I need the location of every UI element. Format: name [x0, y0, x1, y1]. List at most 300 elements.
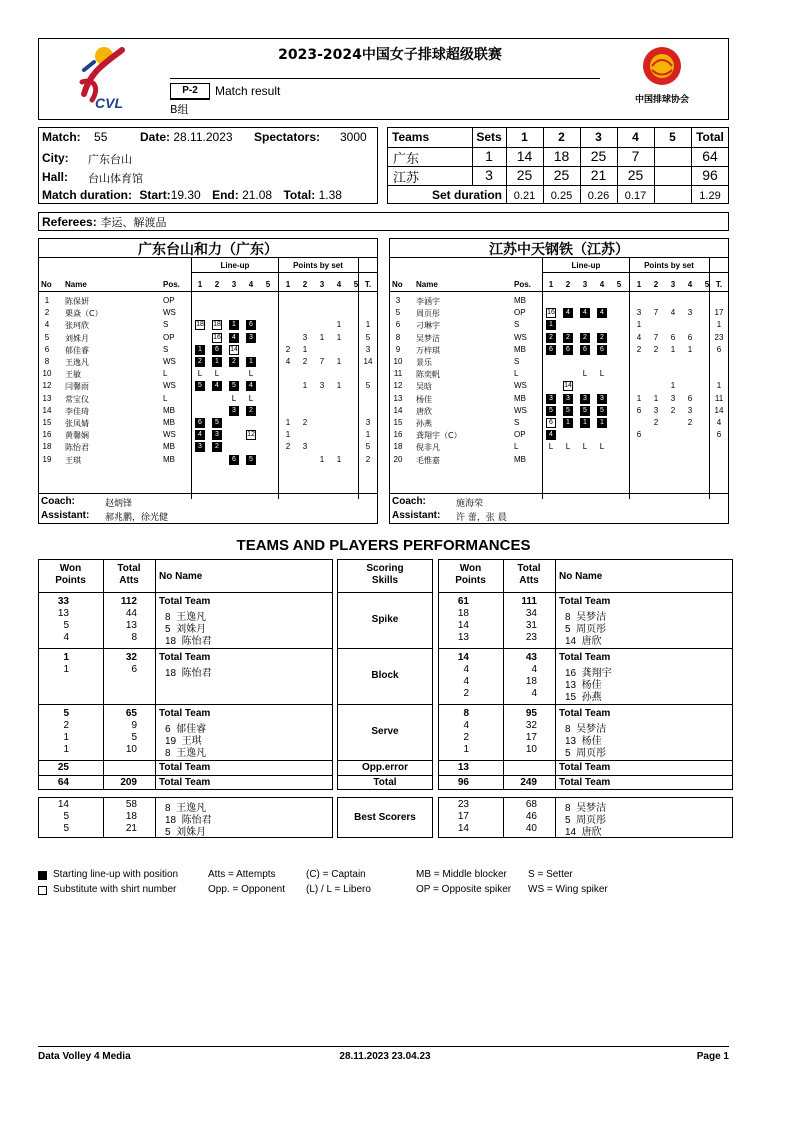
team-name: 江苏中天钢铁（江苏）: [489, 242, 629, 258]
total-label: Total: [373, 777, 397, 788]
points-set-value: 1: [319, 332, 325, 342]
total-team-label: Total Team: [159, 708, 211, 719]
player-number: 6: [44, 344, 50, 354]
legend-item: (L) / L = Libero: [306, 884, 371, 895]
won-points-value: 5: [63, 620, 69, 631]
score-header: 5: [669, 130, 676, 144]
score-header: Teams: [392, 130, 430, 144]
lineup-set-header: 1: [548, 280, 554, 289]
starting-position-box: 5: [229, 381, 239, 391]
score-header: 1: [521, 130, 528, 144]
player-number: 5: [44, 332, 50, 342]
player-position: S: [163, 320, 169, 330]
total-right-won: 96: [457, 777, 469, 788]
player-name: 唐欣: [416, 406, 432, 416]
substitute-box: 6: [546, 418, 556, 428]
referees-line: [42, 214, 167, 230]
won-points-value: 4: [463, 664, 469, 675]
player-row: [389, 406, 729, 417]
player-position: MB: [514, 393, 526, 403]
score-cell: 96: [702, 167, 718, 183]
player-position: L: [514, 369, 519, 379]
attempts-value: 5: [131, 732, 137, 743]
player-position: OP: [514, 430, 526, 440]
won-points-value: 5: [63, 708, 69, 719]
points-set-value: 1: [336, 320, 342, 330]
player-position: WS: [163, 381, 176, 391]
coach-rule: [389, 493, 729, 494]
player-entry: 5 周页彤: [565, 748, 607, 759]
player-number: 8: [44, 357, 50, 366]
points-set-value: 1: [302, 381, 308, 391]
best-won-value: 14: [457, 823, 469, 834]
starting-position-box: 1: [597, 418, 607, 428]
opp-error-right: 13: [457, 762, 469, 773]
attempts-value: 10: [525, 744, 537, 755]
player-row: [389, 442, 729, 453]
points-total: 1: [716, 381, 722, 391]
best-player-entry: 8 吴梦洁: [565, 803, 607, 814]
starting-position-box: 4: [597, 308, 607, 318]
total-atts-header: Total Atts: [117, 563, 141, 586]
points-header: Points by set: [644, 261, 694, 270]
player-position: S: [514, 320, 520, 330]
pos-header: Pos.: [514, 280, 531, 289]
perf-row-rule: [337, 648, 433, 649]
points-total: 4: [716, 418, 722, 427]
points-set-header: 1: [636, 280, 642, 289]
points-set-header: 4: [336, 280, 342, 289]
date-line: [140, 130, 233, 144]
player-position: WS: [163, 430, 176, 440]
perf-row-rule: [38, 592, 333, 593]
total-team-label: Total Team: [559, 708, 611, 719]
player-row: [389, 296, 729, 307]
attempts-value: 4: [531, 664, 537, 675]
points-set-value: 1: [336, 381, 342, 391]
cvl-logo-text: CVL: [95, 95, 123, 111]
points-set-value: 3: [302, 442, 308, 452]
player-entry: 5 刘姝月: [165, 624, 207, 635]
player-number: 16: [393, 430, 403, 440]
no-header: No: [41, 280, 52, 289]
attempts-value: 65: [125, 708, 137, 719]
points-set-header: 2: [302, 280, 308, 289]
libero-mark: L: [582, 369, 588, 379]
score-cell: 25: [516, 167, 533, 183]
libero-mark: L: [214, 369, 220, 379]
best-won-value: 23: [457, 799, 469, 810]
score-team-name: 广东: [393, 152, 420, 167]
points-header: Points by set: [293, 261, 343, 270]
player-row: [38, 394, 378, 405]
player-row: [38, 418, 378, 429]
total-left-atts: 209: [120, 777, 137, 788]
player-number: 14: [42, 405, 52, 415]
attempts-value: 23: [525, 632, 537, 643]
starting-position-box: 1: [229, 320, 239, 330]
starting-position-box: 6: [580, 345, 590, 355]
name-header: Name: [416, 280, 438, 289]
points-total: 2: [365, 454, 371, 464]
no-header: No: [392, 280, 403, 289]
starting-position-box: 6: [246, 320, 256, 330]
points-set-value: 3: [670, 393, 676, 403]
substitute-box: 18: [196, 321, 204, 329]
player-number: 19: [42, 454, 52, 464]
won-points-value: 14: [457, 652, 469, 663]
t-header: T.: [715, 280, 723, 289]
player-entry: 16 龚翔宇: [565, 668, 612, 679]
libero-mark: L: [248, 393, 254, 403]
points-set-header: 1: [285, 280, 291, 289]
doc-title: Match result: [215, 84, 281, 98]
player-position: MB: [514, 296, 526, 305]
starting-position-box: 3: [195, 442, 205, 452]
player-position: S: [514, 357, 520, 366]
player-row: [38, 369, 378, 380]
set-duration-value: 1.29: [699, 190, 721, 202]
lineup-header: Line-up: [571, 261, 601, 270]
starting-position-box: 2: [229, 357, 239, 367]
points-total: 5: [365, 381, 371, 391]
player-row: [38, 296, 378, 307]
perf-row-rule: [438, 648, 733, 649]
starting-position-box: 2: [563, 333, 573, 343]
points-total: 1: [365, 430, 371, 440]
attempts-value: 13: [125, 620, 137, 631]
player-row: [389, 369, 729, 380]
score-header: 3: [595, 130, 602, 144]
opp-error-right-name: Total Team: [559, 762, 611, 773]
city-label: City:: [42, 151, 69, 165]
score-header: 4: [632, 130, 639, 144]
player-row: [38, 442, 378, 453]
points-set-header: 5: [353, 280, 359, 289]
points-set-header: 3: [319, 280, 325, 289]
player-entry: 13 杨佳: [565, 736, 602, 747]
lineup-set-header: 4: [248, 280, 254, 289]
perf-row-rule: [337, 704, 433, 705]
starting-position-box: 3: [212, 430, 222, 440]
player-position: MB: [514, 344, 526, 354]
player-position: WS: [514, 332, 527, 342]
legend-item: Substitute with shirt number: [53, 884, 177, 895]
perf-col-rule: [555, 797, 556, 838]
player-number: 13: [42, 393, 52, 403]
points-set-value: 4: [636, 332, 642, 342]
total-label: Total:: [283, 188, 316, 202]
won-points-value: 1: [63, 652, 69, 663]
perf-col-rule: [155, 559, 156, 790]
score-cell: 18: [553, 148, 570, 164]
t-header: T.: [364, 280, 372, 289]
points-set-value: 1: [336, 454, 342, 464]
won-points-value: 1: [463, 744, 469, 755]
points-set-value: 1: [336, 332, 342, 342]
starting-position-box: 6: [546, 345, 556, 355]
player-number: 18: [42, 442, 52, 452]
libero-mark: L: [248, 369, 254, 379]
points-set-value: 1: [670, 381, 676, 391]
score-cell: 21: [590, 167, 607, 183]
player-number: 13: [393, 393, 403, 403]
points-set-value: 3: [636, 308, 642, 318]
legend-item: MB = Middle blocker: [416, 869, 507, 880]
starting-position-box: 1: [580, 418, 590, 428]
won-points-value: 13: [457, 632, 469, 643]
points-set-value: 6: [687, 393, 693, 403]
points-set-value: 1: [285, 418, 291, 427]
player-entry: 8 吴梦洁: [565, 724, 607, 735]
points-total: 17: [714, 308, 724, 318]
points-set-value: 6: [687, 332, 693, 342]
points-set-value: 1: [302, 344, 308, 354]
player-name: 孙燕: [416, 419, 432, 428]
score-team-name: 江苏: [393, 171, 420, 186]
starting-position-box: 2: [212, 442, 222, 452]
player-name: 刁琳宇: [416, 321, 440, 331]
starting-position-box: 3: [246, 333, 256, 343]
player-name: 常宝仪: [65, 394, 89, 404]
roster-head-rule: [389, 291, 729, 292]
starting-position-box: 5: [212, 418, 222, 428]
points-set-value: 2: [653, 418, 659, 427]
player-entry: 18 陈怡君: [165, 636, 212, 647]
player-row: [38, 345, 378, 356]
performance-title: TEAMS AND PLAYERS PERFORMANCES: [236, 537, 531, 554]
player-position: WS: [163, 357, 176, 366]
points-total: 1: [716, 320, 722, 330]
cva-logo-text: 中国排球协会: [634, 95, 689, 105]
substitute-box: 14: [564, 382, 572, 390]
starting-position-box: 2: [580, 333, 590, 343]
attempts-value: 8: [131, 632, 137, 643]
player-name: 黄馨娴: [65, 431, 89, 441]
total-time: 1.38: [318, 188, 342, 202]
points-set-value: 2: [285, 442, 291, 452]
player-position: L: [163, 393, 168, 403]
player-number: 8: [395, 332, 401, 342]
player-number: 1: [44, 296, 50, 305]
attempts-value: 34: [525, 608, 537, 619]
perf-row-rule: [38, 648, 333, 649]
starting-position-box: 6: [229, 455, 239, 465]
best-scorers-label: Best Scorers: [354, 812, 416, 823]
doc-code-box: [170, 83, 210, 100]
player-position: MB: [163, 405, 175, 415]
player-name: 景乐: [416, 358, 432, 367]
score-cell: 14: [516, 148, 533, 164]
legend-item: Atts = Attempts: [208, 869, 276, 880]
title-underline: [170, 78, 600, 79]
won-points-value: 61: [457, 596, 469, 607]
player-row: [38, 430, 378, 441]
lineup-set-header: 5: [616, 280, 622, 289]
best-player-entry: 8 王逸凡: [165, 803, 207, 814]
player-row: [389, 320, 729, 331]
points-total: 6: [716, 344, 722, 354]
points-set-value: 1: [285, 430, 291, 440]
points-set-value: 1: [653, 393, 659, 403]
player-entry: 18 陈怡君: [165, 668, 212, 679]
set-duration-value: 0.21: [513, 190, 536, 202]
starting-position-box: 6: [597, 345, 607, 355]
lineup-header: Line-up: [220, 261, 250, 270]
skill-label: Serve: [371, 726, 399, 737]
team-name: 广东台山和力（广东）: [138, 242, 278, 258]
libero-mark: L: [231, 393, 237, 403]
won-points-value: 4: [63, 632, 69, 643]
points-set-value: 2: [687, 418, 693, 427]
attempts-value: 112: [120, 596, 137, 607]
starting-position-box: 5: [246, 455, 256, 465]
points-set-value: 2: [636, 344, 642, 354]
won-points-header: Won Points: [55, 563, 86, 586]
score-header: 2: [558, 130, 565, 144]
perf-row-rule: [438, 704, 733, 705]
duration-label: Match duration:: [42, 188, 132, 202]
won-points-value: 8: [463, 708, 469, 719]
player-name: 毛惟嘉: [416, 455, 440, 465]
player-row: [389, 333, 729, 344]
player-name: 张珂欣: [65, 321, 89, 331]
starting-position-box: 6: [212, 345, 222, 355]
starting-position-box: 4: [229, 333, 239, 343]
lineup-set-header: 1: [197, 280, 203, 289]
points-total: 14: [714, 405, 724, 415]
attempts-value: 31: [525, 620, 537, 631]
won-points-value: 1: [63, 664, 69, 675]
player-name: 吴晗: [416, 382, 432, 392]
libero-mark: L: [548, 442, 554, 452]
legend-item: S = Setter: [528, 869, 573, 880]
lineup-set-header: 2: [565, 280, 571, 289]
points-set-value: 1: [336, 357, 342, 366]
points-set-value: 1: [687, 344, 693, 354]
referees-value: 李运、解渡品: [100, 216, 167, 229]
points-set-value: 3: [687, 308, 693, 318]
player-row: [38, 357, 378, 368]
end-label: End:: [212, 188, 239, 202]
player-entry: 14 唐欣: [565, 636, 602, 647]
spectators-line: [254, 130, 320, 144]
won-points-header: Won Points: [455, 563, 486, 586]
player-number: 20: [393, 454, 403, 464]
player-name: 王琪: [65, 455, 81, 465]
starting-position-box: 5: [195, 381, 205, 391]
player-number: 15: [42, 418, 52, 427]
points-set-value: 7: [653, 332, 659, 342]
hall-value: 台山体育馆: [88, 172, 143, 185]
best-won-value: 5: [63, 823, 69, 834]
no-name-header: No Name: [159, 571, 203, 582]
starting-position-box: 3: [229, 406, 239, 416]
match-number: 55: [94, 130, 108, 144]
set-duration-value: 0.25: [550, 190, 573, 202]
best-player-entry: 18 陈怡君: [165, 815, 212, 826]
attempts-value: 111: [521, 596, 537, 607]
date-label: Date:: [140, 130, 171, 144]
hall-label: Hall:: [42, 170, 69, 184]
player-position: OP: [163, 332, 175, 342]
cva-logo: [640, 44, 684, 88]
player-number: 16: [42, 430, 52, 440]
points-set-value: 3: [302, 332, 308, 342]
player-name: 郁佳睿: [65, 345, 89, 355]
points-total: 23: [714, 332, 724, 342]
points-set-value: 2: [302, 418, 308, 427]
player-number: 10: [42, 369, 52, 379]
points-set-value: 2: [670, 405, 676, 415]
total-atts-header: Total Atts: [517, 563, 541, 586]
opp-error-left-name: Total Team: [159, 762, 211, 773]
player-position: WS: [514, 405, 527, 415]
player-number: 12: [42, 381, 52, 391]
footer-right: Page 1: [696, 1051, 729, 1062]
libero-mark: L: [599, 442, 605, 452]
total-team-label: Total Team: [159, 652, 211, 663]
starting-position-box: 2: [246, 406, 256, 416]
coach-label: Coach:: [41, 496, 75, 507]
points-set-value: 6: [636, 430, 642, 440]
substitute-box: 16: [213, 333, 221, 341]
points-total: 6: [716, 430, 722, 440]
player-number: 14: [393, 405, 403, 415]
points-set-value: 1: [636, 320, 642, 330]
won-points-value: 2: [63, 720, 69, 731]
spectators-label: Spectators:: [254, 130, 321, 144]
points-total: 14: [363, 357, 373, 366]
best-atts-value: 46: [525, 811, 537, 822]
player-row: [38, 333, 378, 344]
player-position: OP: [514, 308, 526, 318]
starting-position-box: 1: [195, 345, 205, 355]
starting-position-box: 3: [580, 394, 590, 404]
legend-item: Starting line-up with position: [53, 869, 179, 880]
score-header: Sets: [476, 130, 502, 144]
best-won-value: 14: [57, 799, 69, 810]
attempts-value: 43: [525, 652, 537, 663]
total-team-label: Total Team: [559, 652, 611, 663]
starting-position-box: 1: [563, 418, 573, 428]
won-points-value: 2: [463, 688, 469, 699]
starting-position-box: 4: [212, 381, 222, 391]
libero-mark: L: [599, 369, 605, 379]
best-atts-value: 68: [525, 799, 537, 810]
player-name: 闫馨雨: [65, 382, 89, 392]
score-cell: 7: [631, 148, 640, 164]
starting-position-box: 4: [246, 381, 256, 391]
won-points-value: 2: [463, 732, 469, 743]
player-entry: 19 王琪: [165, 736, 202, 747]
perf-row-rule: [337, 592, 433, 593]
match-date: 28.11.2023: [173, 130, 233, 144]
points-set-value: 4: [285, 357, 291, 366]
start-label: Start:: [139, 188, 171, 202]
substitute-box: 14: [230, 345, 238, 353]
points-set-value: 1: [670, 344, 676, 354]
total-team-label: Total Team: [559, 596, 611, 607]
coach-name: 施海荣: [456, 499, 484, 509]
player-entry: 13 杨佳: [565, 680, 602, 691]
player-position: MB: [163, 418, 175, 427]
player-name: 栗焱（C）: [65, 309, 103, 319]
legend-item: WS = Wing spiker: [528, 884, 608, 895]
coach-rule: [38, 493, 378, 494]
player-number: 10: [393, 357, 403, 366]
player-entry: 6 郁佳睿: [165, 724, 207, 735]
